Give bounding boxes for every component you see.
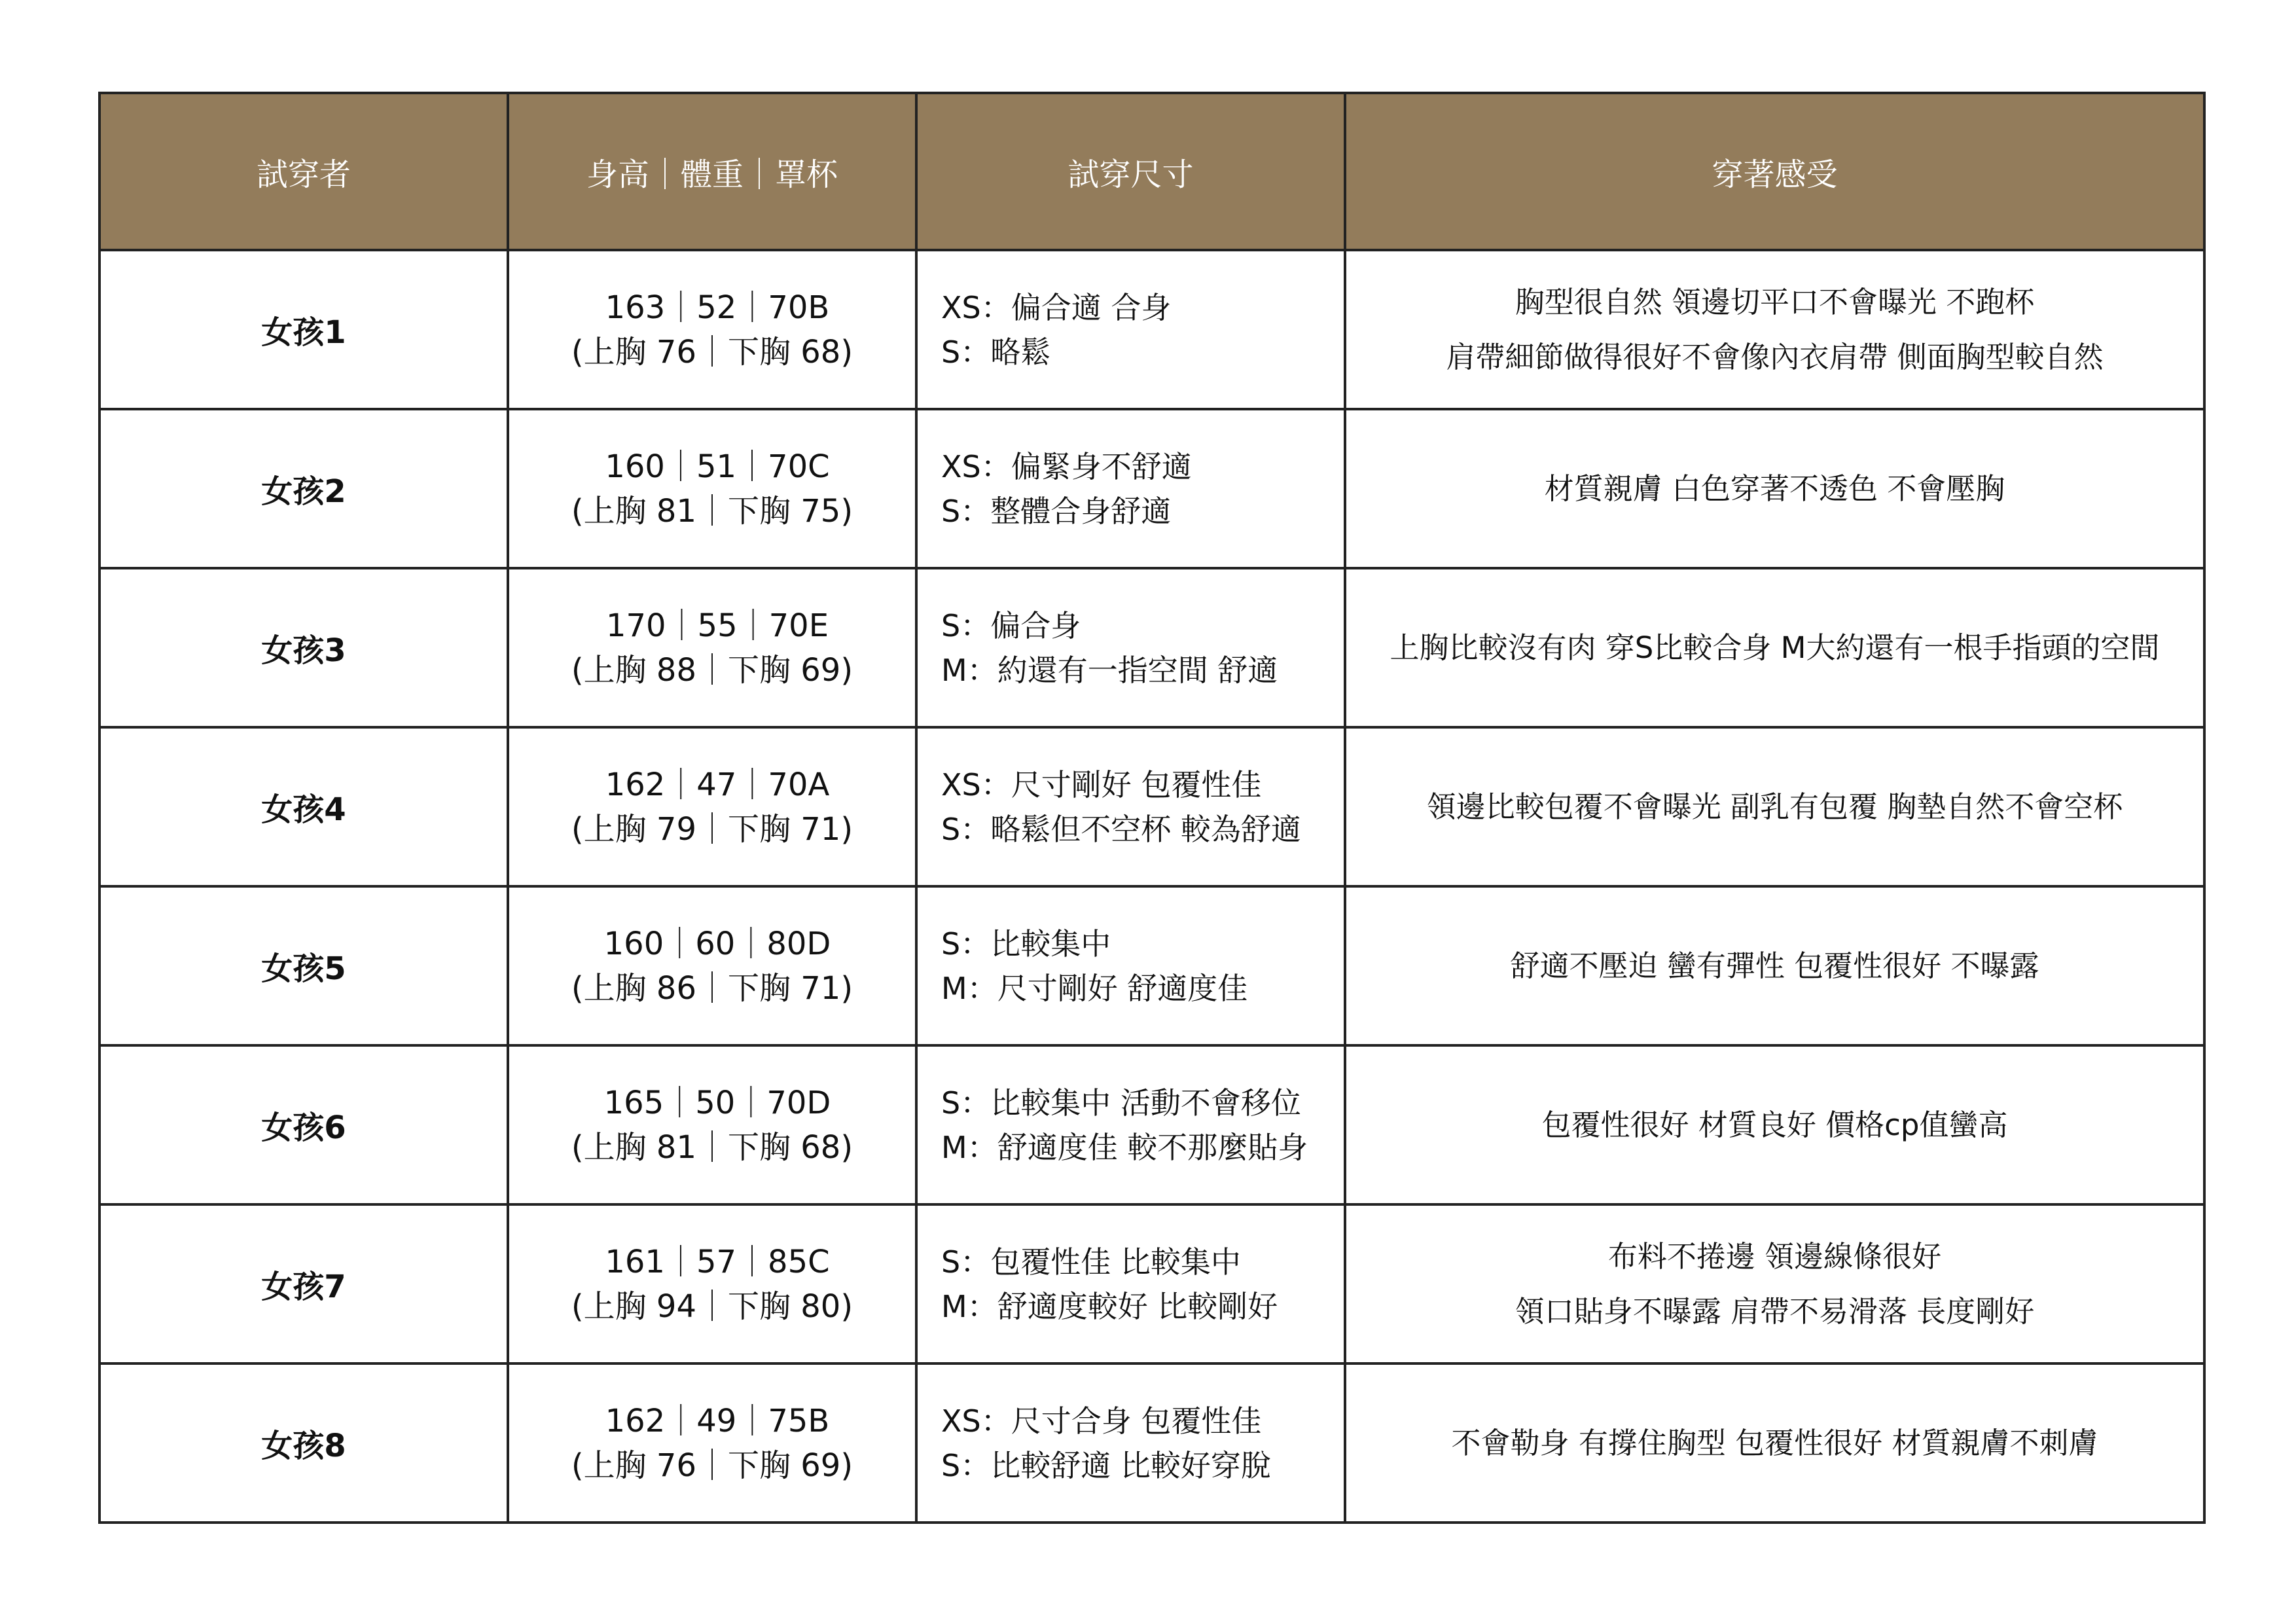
size-note: S：比較集中 xyxy=(941,926,1111,962)
body-stats-cell xyxy=(508,1204,916,1363)
wearing-feel-cell xyxy=(1345,1204,2204,1363)
wearing-feel-cell xyxy=(1345,886,2204,1045)
size-note: S：整體合身舒適 xyxy=(941,493,1172,529)
header-tester: 試穿者 xyxy=(99,93,508,250)
bust-measurements: (上胸 76｜下胸 69) xyxy=(571,1447,853,1484)
height-weight-cup: 161｜57｜85C xyxy=(605,1243,830,1280)
tester-name: 女孩8 xyxy=(99,1363,508,1523)
body-stats-cell xyxy=(508,1363,916,1523)
bust-measurements: (上胸 88｜下胸 69) xyxy=(571,651,853,689)
feel-note: 領邊比較包覆不會曝光 副乳有包覆 胸墊自然不會空杯 xyxy=(1426,789,2123,824)
wearing-feel-cell xyxy=(1345,250,2204,409)
bust-measurements: (上胸 81｜下胸 68) xyxy=(571,1128,853,1166)
size-tried-cell xyxy=(916,250,1345,409)
table-row xyxy=(99,886,2204,1045)
size-tried-cell xyxy=(916,727,1345,886)
feel-note: 材質親膚 白色穿著不透色 不會壓胸 xyxy=(1544,471,2005,506)
height-weight-cup: 170｜55｜70E xyxy=(605,607,829,644)
height-weight-cup: 160｜51｜70C xyxy=(605,448,830,485)
feel-note: 上胸比較沒有肉 穿S比較合身 M大約還有一根手指頭的空間 xyxy=(1390,630,2160,665)
fit-review-table xyxy=(98,92,2206,1524)
size-tried-cell xyxy=(916,886,1345,1045)
tester-name: 女孩4 xyxy=(99,727,508,886)
size-note: S：比較集中 活動不會移位 xyxy=(941,1085,1301,1121)
table-header xyxy=(99,93,2204,250)
table-row xyxy=(99,250,2204,409)
bust-measurements: (上胸 86｜下胸 71) xyxy=(571,969,853,1007)
tester-name: 女孩1 xyxy=(99,250,508,409)
height-weight-cup: 165｜50｜70D xyxy=(603,1084,831,1121)
body-stats-cell xyxy=(508,1045,916,1204)
feel-note: 包覆性很好 材質良好 價格cp值蠻高 xyxy=(1541,1107,2008,1142)
size-tried-cell xyxy=(916,1045,1345,1204)
wearing-feel-cell xyxy=(1345,1045,2204,1204)
wearing-feel-cell xyxy=(1345,409,2204,568)
body-stats-cell xyxy=(508,250,916,409)
header-body-stats: 身高｜體重｜罩杯 xyxy=(508,93,916,250)
table-row xyxy=(99,1204,2204,1363)
size-note: S：包覆性佳 比較集中 xyxy=(941,1244,1241,1280)
size-note: XS：偏合適 合身 xyxy=(941,289,1172,325)
body-stats-cell xyxy=(508,886,916,1045)
size-note: XS：尺寸剛好 包覆性佳 xyxy=(941,767,1262,803)
size-note: M：尺寸剛好 舒適度佳 xyxy=(941,970,1248,1006)
table-row xyxy=(99,1045,2204,1204)
feel-note: 肩帶細節做得很好不會像內衣肩帶 側面胸型較自然 xyxy=(1446,339,2104,374)
size-note: M：舒適度佳 較不那麼貼身 xyxy=(941,1129,1308,1165)
tester-name: 女孩5 xyxy=(99,886,508,1045)
size-note: M：舒適度較好 比較剛好 xyxy=(941,1288,1278,1324)
bust-measurements: (上胸 81｜下胸 75) xyxy=(571,492,853,530)
size-tried-cell xyxy=(916,1363,1345,1523)
bust-measurements: (上胸 79｜下胸 71) xyxy=(571,810,853,848)
height-weight-cup: 160｜60｜80D xyxy=(603,925,831,962)
height-weight-cup: 162｜49｜75B xyxy=(605,1402,830,1439)
feel-note: 領口貼身不曝露 肩帶不易滑落 長度剛好 xyxy=(1515,1293,2035,1329)
tester-name: 女孩7 xyxy=(99,1204,508,1363)
height-weight-cup: 163｜52｜70B xyxy=(605,289,830,326)
table-row xyxy=(99,1363,2204,1523)
table-row xyxy=(99,409,2204,568)
header-wearing-feel: 穿著感受 xyxy=(1345,93,2204,250)
feel-note: 不會勒身 有撐住胸型 包覆性很好 材質親膚不刺膚 xyxy=(1451,1425,2098,1460)
body-stats-cell xyxy=(508,568,916,727)
body-stats-cell xyxy=(508,409,916,568)
header-row xyxy=(99,93,2204,250)
feel-note: 舒適不壓迫 蠻有彈性 包覆性很好 不曝露 xyxy=(1510,948,2039,983)
size-tried-cell xyxy=(916,568,1345,727)
wearing-feel-cell xyxy=(1345,1363,2204,1523)
table-row xyxy=(99,568,2204,727)
body-stats-cell xyxy=(508,727,916,886)
feel-note: 布料不捲邊 領邊線條很好 xyxy=(1607,1238,1942,1274)
height-weight-cup: 162｜47｜70A xyxy=(605,766,830,803)
wearing-feel-cell xyxy=(1345,568,2204,727)
size-note: S：略鬆 xyxy=(941,334,1051,370)
header-size-tried: 試穿尺寸 xyxy=(916,93,1345,250)
size-tried-cell xyxy=(916,1204,1345,1363)
size-note: S：略鬆但不空杯 較為舒適 xyxy=(941,811,1301,847)
tester-name: 女孩3 xyxy=(99,568,508,727)
size-tried-cell xyxy=(916,409,1345,568)
size-note: S：偏合身 xyxy=(941,607,1081,643)
table-row xyxy=(99,727,2204,886)
size-note: XS：尺寸合身 包覆性佳 xyxy=(941,1403,1262,1439)
size-note: S：比較舒適 比較好穿脫 xyxy=(941,1447,1271,1483)
size-note: XS：偏緊身不舒適 xyxy=(941,448,1192,484)
tester-name: 女孩2 xyxy=(99,409,508,568)
bust-measurements: (上胸 94｜下胸 80) xyxy=(571,1288,853,1325)
tester-name: 女孩6 xyxy=(99,1045,508,1204)
size-note: M：約還有一指空間 舒適 xyxy=(941,652,1278,688)
feel-note: 胸型很自然 領邊切平口不會曝光 不跑杯 xyxy=(1515,284,2035,319)
wearing-feel-cell xyxy=(1345,727,2204,886)
bust-measurements: (上胸 76｜下胸 68) xyxy=(571,333,853,370)
table-body xyxy=(99,250,2204,1523)
